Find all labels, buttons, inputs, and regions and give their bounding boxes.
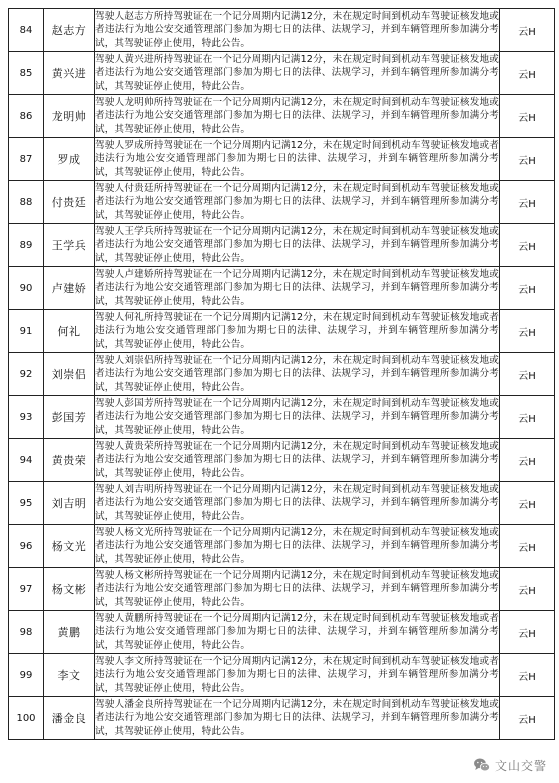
license-origin: 云H	[500, 568, 555, 611]
driver-name: 卢建娇	[44, 267, 95, 310]
license-origin: 云H	[500, 482, 555, 525]
table-row	[9, 654, 555, 697]
row-number: 92	[9, 353, 44, 396]
row-number: 95	[9, 482, 44, 525]
watermark	[469, 753, 553, 777]
license-origin: 云H	[500, 224, 555, 267]
table-row	[9, 482, 555, 525]
table-row	[9, 224, 555, 267]
notice-content: 驾驶人卢建娇所持驾驶证在一个记分周期内记满12分，未在规定时间到机动车驾驶证核发地或者违法行为地公安交通管理部门参加为期七日的法律、法规学习，并到车辆管理所参加满分考试，其驾驶证停止使用，特此公告。	[95, 267, 500, 310]
table-row	[9, 697, 555, 740]
row-number: 90	[9, 267, 44, 310]
driver-name: 杨文光	[44, 525, 95, 568]
table-row	[9, 568, 555, 611]
driver-name: 赵志方	[44, 9, 95, 52]
license-origin: 云H	[500, 181, 555, 224]
row-number: 93	[9, 396, 44, 439]
notice-content: 驾驶人杨文彬所持驾驶证在一个记分周期内记满12分，未在规定时间到机动车驾驶证核发地或者违法行为地公安交通管理部门参加为期七日的法律、法规学习，并到车辆管理所参加满分考试，其驾驶证停止使用，特此公告。	[95, 568, 500, 611]
suspension-notice-table	[8, 8, 555, 740]
driver-name: 黄贵荣	[44, 439, 95, 482]
notice-content: 驾驶人潘金良所持驾驶证在一个记分周期内记满12分，未在规定时间到机动车驾驶证核发地或者违法行为地公安交通管理部门参加为期七日的法律、法规学习，并到车辆管理所参加满分考试，其驾驶证停止使用，特此公告。	[95, 697, 500, 740]
license-origin: 云H	[500, 396, 555, 439]
table-row	[9, 310, 555, 353]
license-origin: 云H	[500, 267, 555, 310]
driver-name: 罗成	[44, 138, 95, 181]
row-number: 99	[9, 654, 44, 697]
watermark-text: 文山交警	[494, 758, 547, 773]
license-origin: 云H	[500, 9, 555, 52]
row-number: 94	[9, 439, 44, 482]
license-origin: 云H	[500, 310, 555, 353]
license-origin: 云H	[500, 439, 555, 482]
driver-name: 王学兵	[44, 224, 95, 267]
driver-name: 龙明帅	[44, 95, 95, 138]
notice-content: 驾驶人黄贵荣所持驾驶证在一个记分周期内记满12分，未在规定时间到机动车驾驶证核发地或者违法行为地公安交通管理部门参加为期七日的法律、法规学习，并到车辆管理所参加满分考试，其驾驶证停止使用，特此公告。	[95, 439, 500, 482]
notice-content: 驾驶人刘崇侣所持驾驶证在一个记分周期内记满12分，未在规定时间到机动车驾驶证核发地或者违法行为地公安交通管理部门参加为期七日的法律、法规学习，并到车辆管理所参加满分考试，其驾驶证停止使用，特此公告。	[95, 353, 500, 396]
table-row	[9, 9, 555, 52]
row-number: 86	[9, 95, 44, 138]
table-row	[9, 525, 555, 568]
row-number: 96	[9, 525, 44, 568]
row-number: 88	[9, 181, 44, 224]
notice-content: 驾驶人罗成所持驾驶证在一个记分周期内记满12分，未在规定时间到机动车驾驶证核发地或者违法行为地公安交通管理部门参加为期七日的法律、法规学习，并到车辆管理所参加满分考试，其驾驶证停止使用，特此公告。	[95, 138, 500, 181]
table-row	[9, 138, 555, 181]
table-row	[9, 52, 555, 95]
table-row	[9, 181, 555, 224]
row-number: 89	[9, 224, 44, 267]
driver-name: 何礼	[44, 310, 95, 353]
license-origin: 云H	[500, 654, 555, 697]
driver-name: 付贵廷	[44, 181, 95, 224]
table-body	[9, 9, 555, 740]
driver-name: 李文	[44, 654, 95, 697]
license-origin: 云H	[500, 525, 555, 568]
driver-name: 刘吉明	[44, 482, 95, 525]
notice-content: 驾驶人黄兴进所持驾驶证在一个记分周期内记满12分，未在规定时间到机动车驾驶证核发地或者违法行为地公安交通管理部门参加为期七日的法律、法规学习，并到车辆管理所参加满分考试，其驾驶证停止使用，特此公告。	[95, 52, 500, 95]
notice-content: 驾驶人刘吉明所持驾驶证在一个记分周期内记满12分，未在规定时间到机动车驾驶证核发地或者违法行为地公安交通管理部门参加为期七日的法律、法规学习，并到车辆管理所参加满分考试，其驾驶证停止使用，特此公告。	[95, 482, 500, 525]
driver-name: 杨文彬	[44, 568, 95, 611]
notice-content: 驾驶人付贵廷所持驾驶证在一个记分周期内记满12分，未在规定时间到机动车驾驶证核发地或者违法行为地公安交通管理部门参加为期七日的法律、法规学习，并到车辆管理所参加满分考试，其驾驶证停止使用，特此公告。	[95, 181, 500, 224]
table-row	[9, 95, 555, 138]
table-row	[9, 396, 555, 439]
row-number: 87	[9, 138, 44, 181]
license-origin: 云H	[500, 611, 555, 654]
notice-content: 驾驶人赵志方所持驾驶证在一个记分周期内记满12分，未在规定时间到机动车驾驶证核发地或者违法行为地公安交通管理部门参加为期七日的法律、法规学习，并到车辆管理所参加满分考试，其驾驶证停止使用，特此公告。	[95, 9, 500, 52]
row-number: 84	[9, 9, 44, 52]
wechat-icon	[472, 755, 492, 775]
license-origin: 云H	[500, 138, 555, 181]
license-origin: 云H	[500, 95, 555, 138]
row-number: 91	[9, 310, 44, 353]
notice-content: 驾驶人彭国芳所持驾驶证在一个记分周期内记满12分，未在规定时间到机动车驾驶证核发地或者违法行为地公安交通管理部门参加为期七日的法律、法规学习，并到车辆管理所参加满分考试，其驾驶证停止使用，特此公告。	[95, 396, 500, 439]
driver-name: 刘崇侣	[44, 353, 95, 396]
row-number: 97	[9, 568, 44, 611]
license-origin: 云H	[500, 52, 555, 95]
notice-content: 驾驶人黄鹏所持驾驶证在一个记分周期内记满12分，未在规定时间到机动车驾驶证核发地或者违法行为地公安交通管理部门参加为期七日的法律、法规学习，并到车辆管理所参加满分考试，其驾驶证停止使用，特此公告。	[95, 611, 500, 654]
row-number: 98	[9, 611, 44, 654]
table-row	[9, 267, 555, 310]
driver-name: 黄兴进	[44, 52, 95, 95]
table-row	[9, 439, 555, 482]
notice-content: 驾驶人李文所持驾驶证在一个记分周期内记满12分，未在规定时间到机动车驾驶证核发地或者违法行为地公安交通管理部门参加为期七日的法律、法规学习，并到车辆管理所参加满分考试，其驾驶证停止使用，特此公告。	[95, 654, 500, 697]
table-row	[9, 611, 555, 654]
row-number: 100	[9, 697, 44, 740]
driver-name: 彭国芳	[44, 396, 95, 439]
row-number: 85	[9, 52, 44, 95]
notice-content: 驾驶人龙明帅所持驾驶证在一个记分周期内记满12分，未在规定时间到机动车驾驶证核发地或者违法行为地公安交通管理部门参加为期七日的法律、法规学习，并到车辆管理所参加满分考试，其驾驶证停止使用，特此公告。	[95, 95, 500, 138]
notice-content: 驾驶人何礼所持驾驶证在一个记分周期内记满12分，未在规定时间到机动车驾驶证核发地或者违法行为地公安交通管理部门参加为期七日的法律、法规学习，并到车辆管理所参加满分考试，其驾驶证停止使用，特此公告。	[95, 310, 500, 353]
license-origin: 云H	[500, 697, 555, 740]
driver-name: 潘金良	[44, 697, 95, 740]
driver-name: 黄鹏	[44, 611, 95, 654]
notice-content: 驾驶人杨文光所持驾驶证在一个记分周期内记满12分，未在规定时间到机动车驾驶证核发地或者违法行为地公安交通管理部门参加为期七日的法律、法规学习，并到车辆管理所参加满分考试，其驾驶证停止使用，特此公告。	[95, 525, 500, 568]
notice-sheet	[8, 8, 551, 740]
table-row	[9, 353, 555, 396]
license-origin: 云H	[500, 353, 555, 396]
notice-content: 驾驶人王学兵所持驾驶证在一个记分周期内记满12分，未在规定时间到机动车驾驶证核发地或者违法行为地公安交通管理部门参加为期七日的法律、法规学习，并到车辆管理所参加满分考试，其驾驶证停止使用，特此公告。	[95, 224, 500, 267]
